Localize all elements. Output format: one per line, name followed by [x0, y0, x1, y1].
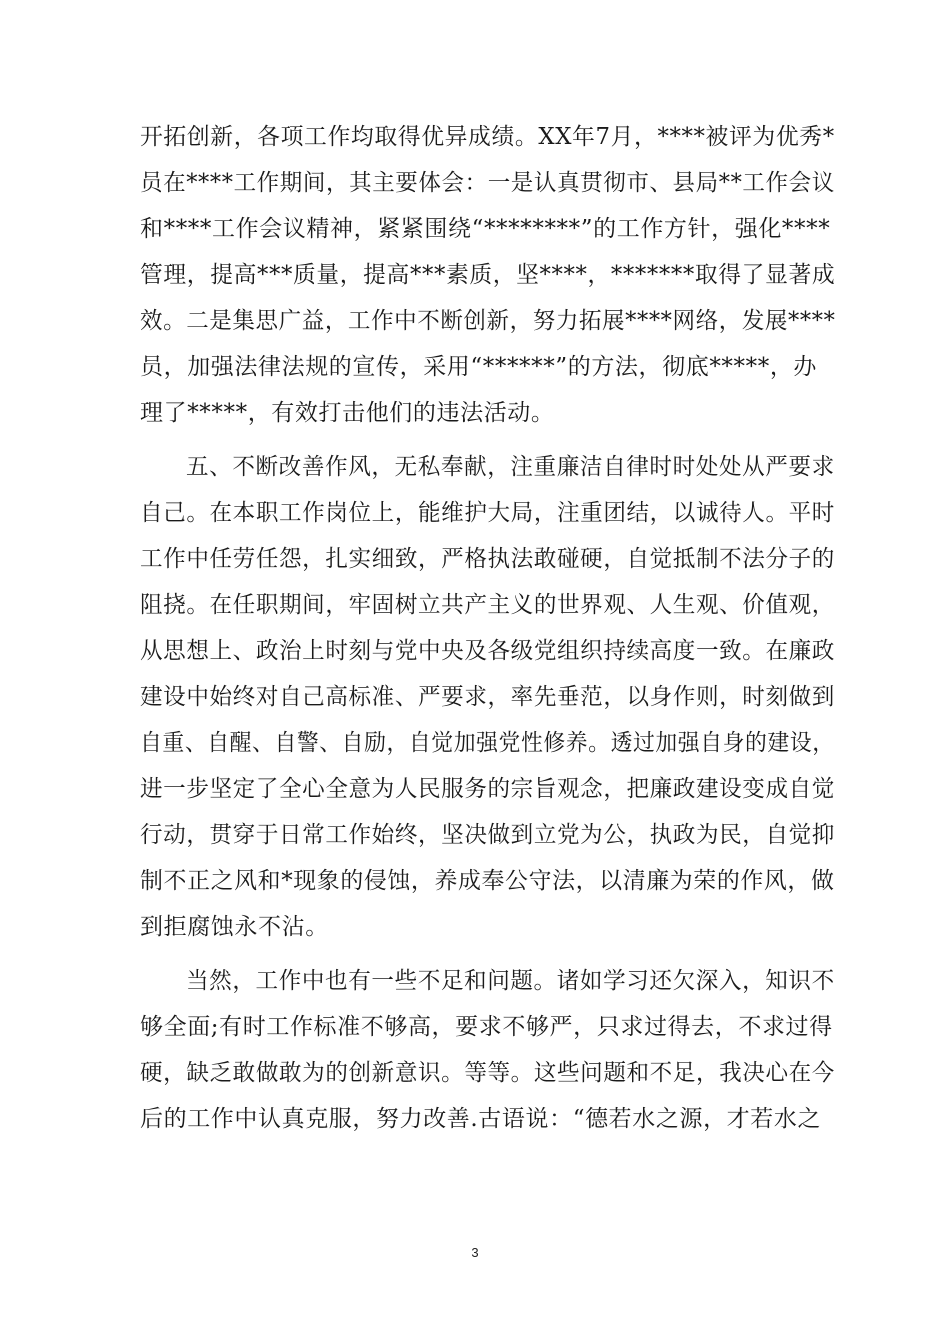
text-line: 自重、自醒、自警、自励，自觉加强党性修养。透过加强自身的建设， [140, 730, 835, 756]
text-line: 建设中始终对自己高标准、严要求，率先垂范，以身作则，时刻做到 [140, 684, 835, 710]
text-line: 制不正之风和*现象的侵蚀，养成奉公守法，以清廉为荣的作风，做 [140, 868, 835, 894]
text-line: 员在****工作期间，其主要体会：一是认真贯彻市、县局**工作会议 [140, 170, 835, 196]
text-line: 员，加强法律法规的宣传，采用“******”的方法，彻底*****，办 [140, 354, 818, 380]
text-line: 到拒腐蚀永不沾。 [140, 914, 329, 940]
text-line: 开拓创新，各项工作均取得优异成绩。XX年7月，****被评为优秀* [140, 124, 835, 150]
text-line: 进一步坚定了全心全意为人民服务的宗旨观念，把廉政建设变成自觉 [140, 776, 835, 802]
page-number: 3 [471, 1245, 479, 1260]
text-line: 理了*****，有效打击他们的违法活动。 [140, 400, 555, 426]
paragraph-first-line: 五、不断改善作风，无私奉献，注重廉洁自律时时处处从严要求 [186, 454, 835, 480]
text-line: 自己。在本职工作岗位上，能维护大局，注重团结，以诚待人。平时 [140, 500, 835, 526]
paragraph-first-line: 当然，工作中也有一些不足和问题。诸如学习还欠深入，知识不 [186, 968, 835, 994]
text-line: 硬，缺乏敢做敢为的创新意识。等等。这些问题和不足，我决心在今 [140, 1060, 835, 1086]
text-line: 和****工作会议精神，紧紧围绕“********”的工作方针，强化**** [140, 216, 831, 242]
text-line: 效。二是集思广益，工作中不断创新，努力拓展****网络，发展**** [140, 308, 836, 334]
text-line: 阻挠。在任职期间，牢固树立共产主义的世界观、人生观、价值观， [140, 592, 835, 618]
text-line: 工作中任劳任怨，扎实细致，严格执法敢碰硬，自觉抵制不法分子的 [140, 546, 835, 572]
text-line: 后的工作中认真克服，努力改善.古语说：“德若水之源，才若水之 [140, 1106, 822, 1132]
text-line: 行动，贯穿于日常工作始终，坚决做到立党为公，执政为民，自觉抑 [140, 822, 835, 848]
text-line: 够全面;有时工作标准不够高，要求不够严，只求过得去，不求过得 [140, 1014, 833, 1040]
text-line: 从思想上、政治上时刻与党中央及各级党组织持续高度一致。在廉政 [140, 638, 835, 664]
text-line: 管理，提高***质量，提高***素质，坚****，*******取得了显著成 [140, 262, 836, 288]
